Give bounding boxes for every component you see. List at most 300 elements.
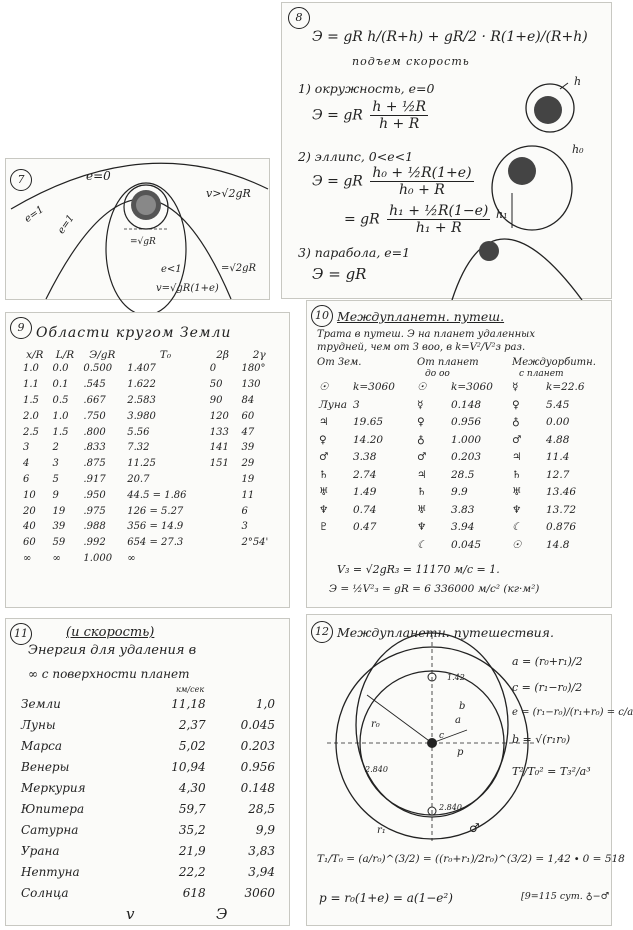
planet-symbol: ♄ — [319, 468, 329, 481]
table-cell: 3060 — [244, 885, 275, 900]
planet-symbol: ♆ — [319, 503, 329, 516]
panel-number: 12 — [311, 621, 333, 643]
table-row — [20, 456, 280, 472]
panel-7 — [5, 158, 270, 300]
equation-circle-lhs: Э = gR — [312, 107, 363, 124]
table-cell: ∞ — [127, 552, 136, 564]
table-cell: 7.32 — [127, 442, 150, 454]
panel-number: 9 — [10, 317, 32, 339]
table-cell — [207, 551, 239, 567]
table-header: L/R — [55, 349, 75, 361]
ratio-value: 14.8 — [546, 538, 570, 551]
label-v-elliptic: v=√gR(1+e) — [156, 283, 219, 294]
table-cell: .875 — [83, 458, 106, 470]
table-cell: 11.25 — [127, 458, 156, 470]
table-cell: .988 — [83, 521, 106, 533]
table-cell: 19 — [241, 473, 255, 485]
table-cell: 180° — [241, 363, 266, 375]
footer-equation-2: Э = ½V²₃ = gR = 6 336000 м/с² (кг·м²) — [329, 583, 540, 595]
planet-symbol: ♁ — [512, 416, 520, 428]
list-item — [319, 399, 409, 417]
table-cell: 2.0 — [23, 410, 39, 422]
ratio-value: 1.49 — [353, 486, 377, 498]
table-cell: .800 — [83, 426, 106, 438]
table-cell: 0.045 — [240, 717, 275, 732]
table-cell — [207, 503, 239, 519]
table-cell: .992 — [83, 537, 106, 549]
ratio-value: 3.83 — [451, 503, 475, 516]
table-cell: 0.956 — [240, 759, 275, 774]
list-item — [319, 451, 409, 469]
label-v-hyperbolic: v>√2gR — [206, 187, 251, 200]
table-cell: 0 — [209, 363, 217, 375]
equation-kepler: T²/T₀² = T₃²/a³ — [512, 765, 591, 778]
table-cell: 126 = 5.27 — [127, 505, 184, 517]
ratio-value: 13.46 — [546, 486, 577, 498]
table-row — [20, 377, 280, 393]
panel-number: 8 — [288, 7, 310, 29]
label-e-one: e=1 — [22, 204, 46, 225]
case-circle: 1) окружность, e=0 — [298, 81, 435, 96]
equation-e: e = (r₁−r₀)/(r₁+r₀) = c/a — [512, 707, 633, 718]
ratio-value: 0.203 — [451, 451, 482, 463]
table-row — [20, 361, 280, 377]
table-cell: Луны — [21, 717, 56, 732]
footer-energy: Э — [216, 905, 228, 923]
table-row — [18, 693, 278, 714]
table-cell: 3 — [23, 442, 30, 454]
table-cell: 1,0 — [255, 696, 275, 711]
table-row — [18, 840, 278, 861]
table-cell: 40 — [23, 521, 36, 533]
ratio-value: k=3060 — [451, 381, 493, 393]
table-cell: .750 — [83, 410, 106, 422]
table-cell: 2.583 — [127, 394, 156, 406]
list-item — [417, 399, 507, 417]
table-cell: .667 — [83, 394, 106, 406]
table-cell: 141 — [209, 442, 229, 454]
table-row — [18, 735, 278, 756]
planet-symbol: ☿ — [512, 381, 519, 393]
table-row — [20, 408, 280, 424]
list-item — [417, 469, 507, 487]
table-cell: 6 — [241, 505, 248, 517]
list-item — [319, 381, 409, 399]
table-cell: 5,02 — [178, 738, 206, 753]
table-cell: 50 — [209, 379, 223, 391]
table-row — [20, 519, 280, 535]
ratio-value: 9.9 — [451, 486, 468, 498]
panel-10 — [306, 300, 612, 608]
list-item — [512, 451, 607, 469]
list-item — [417, 486, 507, 504]
table-cell: 59,7 — [178, 801, 206, 816]
panel-number: 10 — [311, 305, 333, 327]
table-row — [20, 487, 280, 503]
ratio-value: 3.38 — [353, 451, 377, 463]
planet-symbol: ☉ — [512, 538, 522, 551]
planet-symbol: ♅ — [512, 486, 522, 498]
equation-main: Э = gR h/(R+h) + gR/2 · R(1+e)/(R+h) — [312, 29, 588, 45]
table-cell: 9,9 — [255, 822, 275, 837]
planet-symbol: ♃ — [512, 451, 522, 463]
table-cell: 130 — [241, 379, 261, 391]
label-e-one-inner: e=1 — [55, 212, 77, 237]
table-cell: 1.000 — [83, 552, 113, 564]
planet-symbol: ☉ — [319, 381, 329, 393]
list-item — [512, 381, 607, 399]
planet-symbol: ☉ — [417, 381, 427, 393]
label-period-2: 2.840 — [365, 765, 388, 774]
panel-title-1: (и скорость) — [66, 625, 155, 640]
table-row — [18, 819, 278, 840]
ratio-value: 28.5 — [451, 468, 475, 481]
planet-symbol: ♆ — [512, 503, 522, 516]
table-cell: 84 — [241, 394, 255, 406]
table-cell: 1.1 — [23, 379, 39, 391]
planet-symbol: ♂ — [319, 451, 329, 463]
list-item — [417, 451, 507, 469]
panel-number: 11 — [10, 623, 32, 645]
table-cell: .917 — [83, 473, 106, 485]
table-row — [20, 424, 280, 440]
planet-symbol: ☾ — [417, 538, 427, 551]
orbit-diagram — [6, 159, 271, 301]
table-cell: Земли — [21, 696, 61, 711]
planet-symbol: ♃ — [319, 416, 329, 428]
table-cell: .975 — [83, 505, 106, 517]
equation-ellipse-a-lhs: Э = gR — [312, 173, 363, 190]
panel-number: 7 — [10, 169, 32, 191]
table-cell: 35,2 — [178, 822, 206, 837]
col-subheader-interorbit: с планет — [519, 369, 564, 379]
equation-ellipse-b-lhs: = gR — [344, 211, 380, 228]
table-cell: .545 — [83, 379, 106, 391]
table-row — [20, 503, 280, 519]
list-item — [319, 469, 409, 487]
table-row — [20, 535, 280, 551]
planet-symbol: ♀ — [319, 433, 327, 446]
list-item — [319, 434, 409, 452]
table-row — [18, 861, 278, 882]
table-cell: 133 — [209, 426, 229, 438]
table-cell: 1.407 — [127, 363, 156, 375]
equation-circle-denominator: h + R — [379, 116, 420, 133]
table-cell: 0.500 — [83, 363, 113, 375]
table-header: Э/gR — [89, 349, 116, 361]
label-p: p — [457, 747, 464, 758]
equation-ellipse-b-denominator: h₁ + R — [415, 220, 462, 237]
planet-symbol: ♅ — [417, 503, 427, 516]
list-item — [512, 399, 607, 417]
label-v-escape: =√2gR — [221, 263, 257, 274]
table-cell: 47 — [241, 426, 255, 438]
table-cell: 1.5 — [23, 394, 39, 406]
orbit-table — [20, 349, 280, 566]
ratio-value: 11.4 — [546, 451, 570, 463]
table-cell: 1.622 — [127, 379, 156, 391]
table-cell: ∞ — [52, 552, 61, 564]
table-cell: 0.203 — [240, 738, 275, 753]
table-cell: 28,5 — [248, 801, 275, 816]
planet-symbol: ♆ — [417, 521, 427, 533]
intro-line-2: трудней, чем от З воо, в k=V²/V²з раз. — [317, 342, 526, 353]
case-ellipse: 2) эллипс, 0<e<1 — [298, 149, 414, 164]
table-cell: .950 — [83, 489, 106, 501]
table-cell: 2,37 — [178, 717, 206, 732]
label-b: b — [459, 701, 466, 712]
table-header: x/R — [26, 349, 44, 361]
planet-symbol: ♀ — [512, 398, 520, 411]
table-cell: Солнца — [21, 885, 69, 900]
list-item — [417, 416, 507, 434]
table-cell: 2.5 — [23, 426, 39, 438]
table-cell: 1.0 — [23, 363, 39, 375]
table-cell: 3.980 — [127, 410, 156, 422]
column-interorbit — [512, 381, 607, 556]
planet-symbol: ♅ — [319, 486, 329, 498]
col-header-planet: От планет — [417, 357, 479, 368]
panel-title: Междупланетн. путешествия. — [337, 625, 554, 640]
table-cell: 2°54' — [241, 537, 269, 549]
table-cell: 39 — [241, 442, 255, 454]
table-cell — [207, 535, 239, 551]
table-cell: 0.5 — [52, 394, 69, 406]
table-cell: 151 — [209, 458, 229, 470]
label-v-circular: =√gR — [130, 237, 156, 247]
table-cell: 5.56 — [127, 426, 150, 438]
planet-symbol: ♀ — [417, 416, 425, 428]
equation-circle-numerator: h + ½R — [372, 99, 427, 115]
table-cell: 10,94 — [171, 759, 206, 774]
ratio-value: k=3060 — [353, 381, 395, 393]
table-cell: 5 — [52, 473, 59, 485]
table-header: T₀ — [159, 349, 172, 361]
ratio-value: 0.74 — [353, 503, 377, 516]
planet-symbol: ♂ — [512, 433, 522, 446]
planet-symbol: ♇ — [319, 521, 329, 533]
table-cell: 44.5 = 1.86 — [127, 489, 187, 501]
table-cell: Венеры — [21, 759, 70, 774]
equation-period: T₁/T₀ = (a/r₀)^(3/2) = ((r₀+r₁)/2r₀)^(3/2) = 1,42 ∙ 0 = 518 — [317, 853, 625, 865]
planet-symbol: ♃ — [417, 468, 427, 481]
equation-b: b = √(r₁r₀) — [512, 733, 571, 746]
list-item — [512, 486, 607, 504]
equation-c: c = (r₁−r₀)/2 — [512, 681, 583, 694]
panel-12 — [306, 614, 633, 926]
label-h: h — [574, 75, 582, 88]
table-cell: Сатурна — [21, 822, 79, 837]
list-item — [319, 521, 409, 539]
table-cell: 39 — [52, 521, 66, 533]
table-cell: 356 = 14.9 — [127, 521, 184, 533]
panel-title: Области кругом Земли — [36, 325, 232, 341]
table-cell: 0.148 — [240, 780, 275, 795]
ratio-value: 5.45 — [546, 398, 570, 411]
list-item — [512, 416, 607, 434]
unit-label: км/сек — [176, 685, 205, 694]
table-cell: 9 — [52, 489, 59, 501]
table-row — [20, 393, 280, 409]
list-item — [319, 416, 409, 434]
list-item — [417, 504, 507, 522]
list-item — [512, 539, 607, 557]
col-header-earth: От Зем. — [317, 357, 362, 368]
ratio-value: 3.94 — [451, 521, 475, 533]
list-item — [417, 381, 507, 399]
list-item — [319, 504, 409, 522]
table-cell: 20.7 — [127, 473, 150, 485]
list-item — [512, 469, 607, 487]
table-cell: 90 — [209, 394, 223, 406]
footer-v: v — [126, 905, 135, 923]
label-period-3: 2.840 — [439, 803, 462, 812]
planet-symbol: ☾ — [512, 521, 522, 533]
equation-ellipse-a-denominator: h₀ + R — [399, 182, 445, 199]
label-period-1: 1.42 — [447, 673, 465, 682]
table-header: 2β — [216, 349, 229, 361]
ratio-value: 13.72 — [546, 503, 577, 516]
table-cell: 11,18 — [171, 696, 206, 711]
label-h0: h₀ — [572, 143, 584, 156]
ratio-value: 19.65 — [353, 416, 384, 428]
table-cell: 21,9 — [178, 843, 206, 858]
planet-symbol: ☿ — [417, 398, 424, 411]
list-item — [512, 504, 607, 522]
equation-parabola: Э = gR — [312, 265, 367, 283]
list-item — [512, 521, 607, 539]
table-cell: 618 — [182, 885, 206, 900]
ratio-value: 4.88 — [546, 433, 570, 446]
table-cell: 19 — [52, 505, 66, 517]
label-mars: ♂ — [469, 821, 480, 835]
ratio-value: k=22.6 — [546, 381, 585, 393]
table-cell: 60 — [241, 410, 255, 422]
list-item — [417, 434, 507, 452]
escape-table — [18, 693, 278, 903]
table-cell: 0.0 — [52, 363, 69, 375]
table-cell: 60 — [23, 537, 36, 549]
table-cell: 3 — [52, 458, 59, 470]
table-row — [18, 714, 278, 735]
label-r1: r₁ — [377, 825, 386, 836]
ratio-value: 2.74 — [353, 468, 377, 481]
table-cell: Юпитера — [21, 801, 85, 816]
table-row — [18, 756, 278, 777]
table-cell: Марса — [21, 738, 62, 753]
panel-title-2: Энергия для удаления в — [28, 643, 197, 658]
table-cell: 3,83 — [248, 843, 275, 858]
column-from-planet — [417, 381, 507, 556]
col-subheader-planet: до оо — [425, 369, 450, 379]
label-r0: r₀ — [371, 719, 380, 730]
equation-ellipse-b-numerator: h₁ + ½R(1−e) — [389, 203, 489, 219]
table-cell: 3,94 — [248, 864, 275, 879]
label-h1: h₁ — [496, 208, 508, 221]
table-row — [20, 551, 280, 567]
table-row — [20, 472, 280, 488]
label-c: c — [439, 731, 445, 741]
ratio-value: 0.956 — [451, 416, 482, 428]
note: [9=115 сут. ♁−♂ — [521, 891, 610, 902]
list-item — [512, 434, 607, 452]
label-a: a — [455, 715, 461, 726]
table-cell: 0.1 — [52, 379, 69, 391]
planet-symbol: ♁ — [417, 433, 425, 446]
orbit-sketches — [282, 3, 613, 300]
equation-ellipse-a-numerator: h₀ + ½R(1+e) — [372, 165, 472, 181]
planet-symbol: ♄ — [512, 468, 522, 481]
table-cell — [207, 519, 239, 535]
table-cell: 22,2 — [178, 864, 206, 879]
panel-title: Междупланетн. путеш. — [337, 309, 505, 324]
table-cell: ∞ — [23, 552, 32, 564]
panel-title-3: ∞ с поверхности планет — [28, 667, 190, 681]
table-cell — [207, 472, 239, 488]
column-from-earth — [319, 381, 409, 539]
case-parabola: 3) парабола, e=1 — [298, 245, 411, 260]
list-item — [417, 521, 507, 539]
table-cell: 29 — [241, 458, 255, 470]
panel-11 — [5, 618, 290, 926]
table-cell: 10 — [23, 489, 36, 501]
list-item — [417, 539, 507, 557]
label-e-less-one: e<1 — [161, 264, 182, 275]
panel-8 — [281, 2, 612, 299]
table-cell: 4 — [23, 458, 30, 470]
table-cell: 654 = 27.3 — [127, 537, 184, 549]
intro-line-1: Трата в путеш. Э на планет удаленных — [317, 329, 535, 340]
table-cell: 6 — [23, 473, 30, 485]
equation-p: p = r₀(1+e) = a(1−e²) — [319, 891, 453, 905]
table-row — [18, 777, 278, 798]
table-cell: 11 — [241, 489, 255, 501]
table-cell: 59 — [52, 537, 66, 549]
planet-symbol: Луна — [319, 398, 348, 411]
col-header-interorbit: Междуорбитн. — [512, 357, 596, 368]
table-cell — [207, 487, 239, 503]
label-e-zero: e=0 — [86, 169, 111, 183]
ratio-value: 14.20 — [353, 433, 384, 446]
ratio-value: 0.00 — [546, 416, 570, 428]
list-item — [319, 486, 409, 504]
ratio-value: 0.148 — [451, 398, 482, 411]
table-cell — [238, 551, 280, 567]
ratio-value: 3 — [353, 398, 360, 411]
table-header: 2γ — [252, 349, 266, 361]
table-cell: 2 — [52, 442, 59, 454]
table-cell: 20 — [23, 505, 36, 517]
table-cell: 1.0 — [52, 410, 69, 422]
ratio-value: 0.045 — [451, 538, 482, 551]
footer-equation-1: V₃ = √2gR₃ = 11170 м/с = 1. — [337, 563, 500, 576]
planet-symbol: ♄ — [417, 486, 427, 498]
table-row — [18, 798, 278, 819]
table-row — [18, 882, 278, 903]
table-cell: Урана — [21, 843, 60, 858]
planet-symbol: ♂ — [417, 451, 427, 463]
ratio-value: 1.000 — [451, 433, 482, 446]
table-cell: 120 — [209, 410, 229, 422]
table-cell: .833 — [83, 442, 106, 454]
ratio-value: 0.47 — [353, 521, 377, 533]
table-row — [20, 440, 280, 456]
table-cell: Меркурия — [21, 780, 86, 795]
table-cell: Нептуна — [21, 864, 80, 879]
equation-a: a = (r₀+r₁)/2 — [512, 655, 583, 668]
panel-9 — [5, 312, 290, 608]
subtitle: подъем скорость — [352, 55, 470, 68]
